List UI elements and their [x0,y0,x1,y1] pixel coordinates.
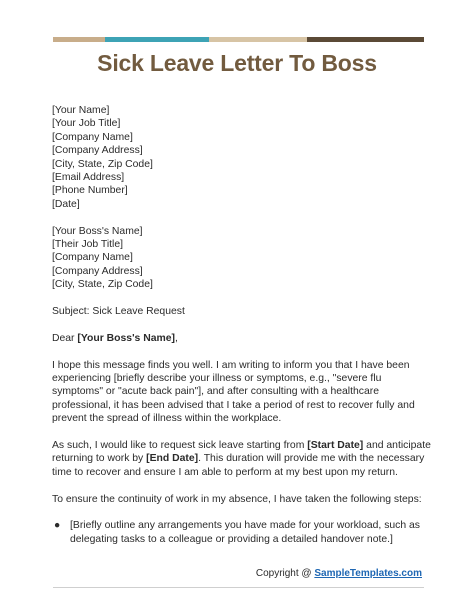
bottom-divider [53,587,424,588]
decorative-top-bar [53,37,424,42]
bullet-icon: ● [54,520,61,532]
copyright-footer [256,568,422,579]
recipient-city-state-zip: [City, State, Zip Code] [52,279,153,291]
bar-segment-2 [105,37,209,42]
recipient-name: [Your Boss's Name] [52,225,143,237]
copyright-prefix: Copyright @ [255,568,315,579]
letter-body [52,104,432,546]
request-text-2: and anticipate returning to work by [52,440,431,465]
bar-segment-1 [53,37,105,42]
sender-block [52,104,432,211]
bar-segment-3 [209,37,307,42]
sender-name: [Your Name] [52,105,110,116]
paragraph-request [52,439,432,479]
request-text-3: . This duration will provide me with the necessary time to recover and ensure I am able to perform at my best upon my return. [52,453,425,478]
recipient-job-title: [Their Job Title] [52,239,124,251]
salutation-suffix: , [174,332,178,344]
salutation [52,332,432,345]
sender-email: [Email Address] [52,172,125,184]
recipient-company-address: [Company Address] [52,265,143,277]
sender-company-name: [Company Name] [52,131,133,143]
salutation-prefix: Dear [52,332,78,344]
list-item: [Briefly outline any arrangements you have made for your workload, such as delegating tasks to a colleague or providing a detailed handover note.] [70,520,420,545]
sender-date: [Date] [52,198,80,210]
bar-segment-4 [307,37,424,42]
paragraph-continuity: To ensure the continuity of work in my absence, I have taken the following steps: [52,493,422,505]
sender-job-title: [Your Job Title] [52,118,121,130]
paragraph-intro: I hope this message finds you well. I am writing to inform you that I have been experiencing [briefly describe your illness or symptoms, e.g., "severe flu symptoms" or "acute back pain"], and after consulting with a healthcare professional, it has been advised that I take a period of rest to recover fully and prevent the spread of illness within the workplace. [52,359,415,425]
salutation-name: [Your Boss's Name] [77,332,175,344]
request-text-1: As such, I would like to request sick leave starting from [52,440,308,452]
recipient-company-name: [Company Name] [52,252,133,264]
end-date: [End Date] [146,453,199,465]
sender-company-address: [Company Address] [52,145,143,157]
subject-line: Subject: Sick Leave Request [52,306,185,318]
sender-phone: [Phone Number] [52,185,128,197]
recipient-block [52,225,432,292]
brand-link[interactable]: SampleTemplates.com [314,568,422,579]
sender-city-state-zip: [City, State, Zip Code] [52,158,153,170]
start-date: [Start Date] [307,440,364,452]
steps-list [52,519,432,546]
page-title: Sick Leave Letter To Boss [97,50,377,76]
